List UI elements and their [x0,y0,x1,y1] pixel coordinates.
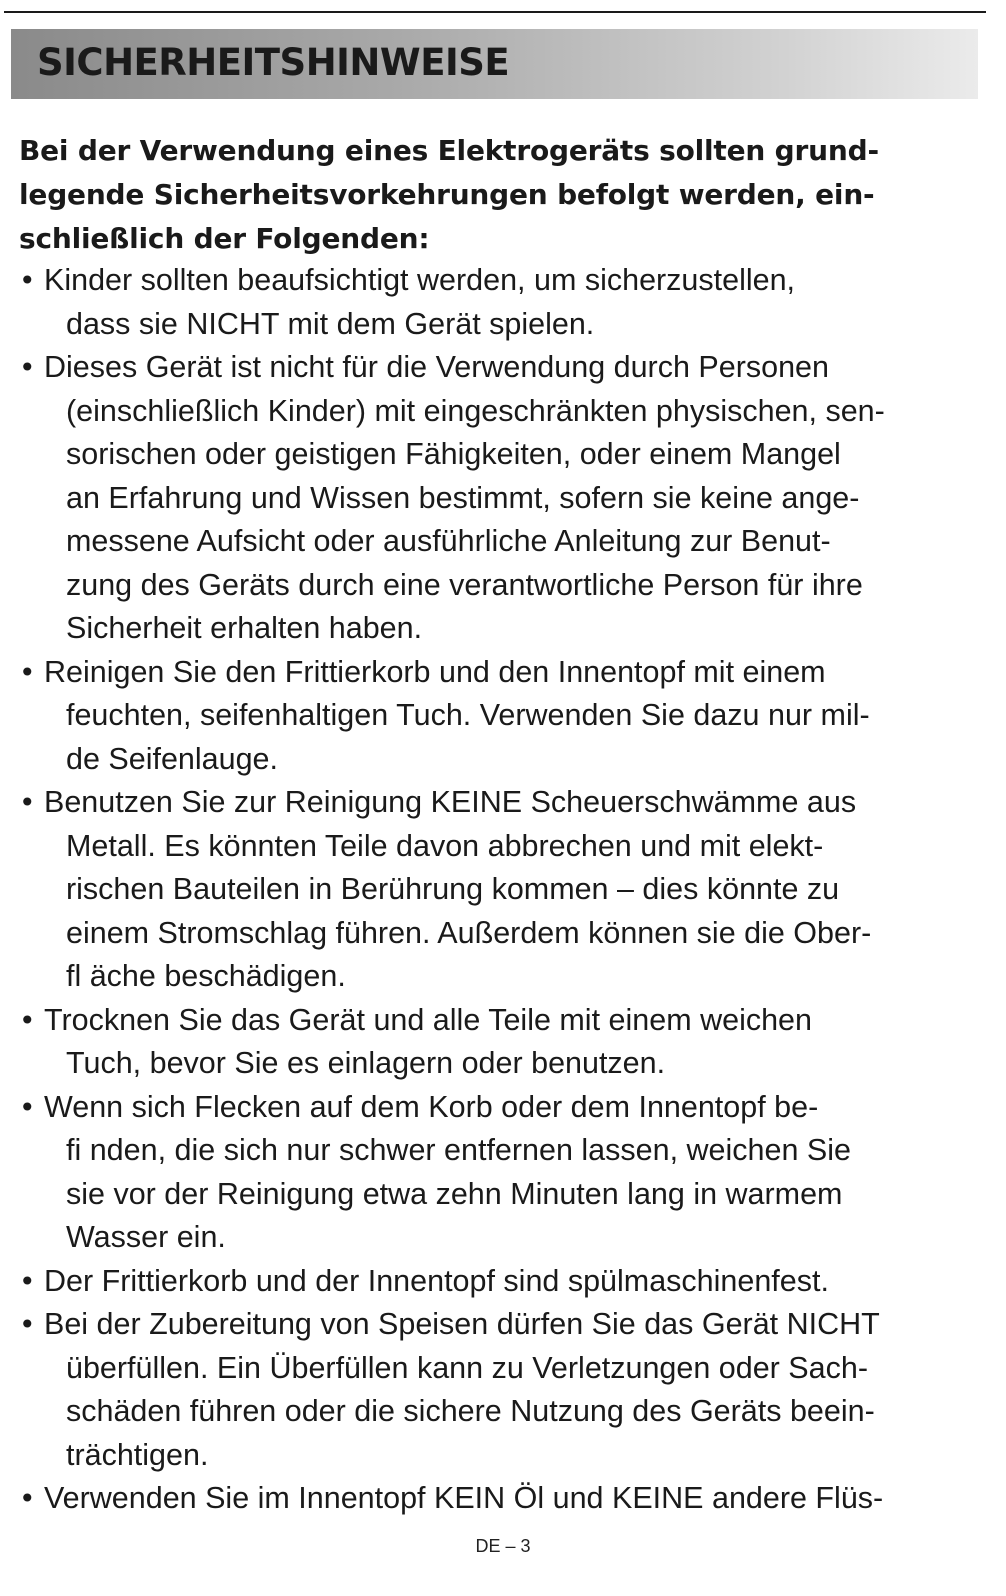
section-header [11,29,978,99]
page-number: DE – 3 [475,1536,531,1556]
text-line: dass sie NICHT mit dem Gerät spielen. [66,306,595,341]
list-item-text [19,259,979,346]
list-item-text [19,651,979,782]
text-line: Wasser ein. [66,1220,226,1254]
bullet-icon: • [19,351,36,384]
text-line: fi nden, die sich nur schwer entfernen lassen, weichen Sie [66,1133,851,1167]
bullet-icon: • [19,264,36,297]
text-line: schäden führen oder die sichere Nutzung des Geräts beein- [66,1394,875,1428]
list-item-text [19,1303,979,1477]
bullet-icon: • [19,655,36,689]
text-line: (einschließlich Kinder) mit eingeschränkten physischen, sen- [66,393,885,428]
list-item-text [19,1260,979,1304]
text-line: sorischen oder geistigen Fähigkeiten, oder einem Mangel [66,437,841,471]
text-line: überfüllen. Ein Überfüllen kann zu Verletzungen oder Sach- [66,1350,868,1385]
list-item [19,1260,979,1304]
text-line: messene Aufsicht oder ausführliche Anleitung zur Benut- [66,524,831,558]
list-item [19,1303,979,1477]
intro-line: legende Sicherheitsvorkehrungen befolgt werden, ein- [19,178,875,211]
text-line: Trocknen Sie das Gerät und alle Teile mit einem weichen [44,1002,812,1037]
intro-line: Bei der Verwendung eines Elektrogeräts sollten grund- [19,134,879,167]
list-item-text [19,999,979,1086]
list-item [19,1477,979,1521]
text-line: Wenn sich Flecken auf dem Korb oder dem Innentopf be- [44,1089,819,1124]
text-line: Kinder sollten beaufsichtigt werden, um sicherzustellen, [44,263,796,297]
text-line: Tuch, bevor Sie es einlagern oder benutzen. [66,1046,666,1080]
section-title: SICHERHEITSHINWEISE [37,41,510,84]
bullet-icon: • [19,1264,36,1298]
text-line: zung des Geräts durch eine verantwortliche Person für ihre [66,567,863,602]
text-line: sie vor der Reinigung etwa zehn Minuten lang in warmem [66,1176,843,1211]
intro-paragraph [19,129,974,261]
intro-line: schließlich der Folgenden: [19,222,430,255]
list-item-text [19,346,979,651]
text-line: rischen Bauteilen in Berührung kommen – dies könnte zu [66,872,840,906]
text-line: de Seifenlauge. [66,741,278,776]
safety-list [19,259,979,1521]
text-line: einem Stromschlag führen. Außerdem können sie die Ober- [66,915,872,950]
list-item [19,1086,979,1260]
top-rule [4,11,986,13]
bullet-icon: • [19,786,36,819]
list-item-text [19,781,979,999]
text-line: an Erfahrung und Wissen bestimmt, sofern sie keine ange- [66,480,860,515]
bullet-icon: • [19,1308,36,1341]
list-item-text [19,1477,979,1521]
bullet-icon: • [19,1003,36,1037]
list-item [19,259,979,346]
text-line: fl äche beschädigen. [66,959,346,993]
text-line: Bei der Zubereitung von Speisen dürfen Sie das Gerät NICHT [44,1307,880,1341]
list-item [19,999,979,1086]
text-line: Metall. Es könnten Teile davon abbrechen und mit elekt- [66,828,824,863]
list-item [19,651,979,782]
list-item [19,346,979,651]
list-item-text [19,1086,979,1260]
text-line: Der Frittierkorb und der Innentopf sind spülmaschinenfest. [44,1263,829,1298]
list-item [19,781,979,999]
bullet-icon: • [19,1482,36,1515]
bullet-icon: • [19,1090,36,1124]
text-line: Benutzen Sie zur Reinigung KEINE Scheuerschwämme aus [44,785,857,819]
text-line: Verwenden Sie im Innentopf KEIN Öl und KEINE andere Flüs- [44,1481,884,1515]
text-line: feuchten, seifenhaltigen Tuch. Verwenden Sie dazu nur mil- [66,698,870,732]
text-line: Reinigen Sie den Frittierkorb und den Innentopf mit einem [44,654,826,689]
text-line: Dieses Gerät ist nicht für die Verwendung durch Personen [44,350,829,384]
text-line: Sicherheit erhalten haben. [66,611,423,645]
text-line: trächtigen. [66,1437,209,1472]
